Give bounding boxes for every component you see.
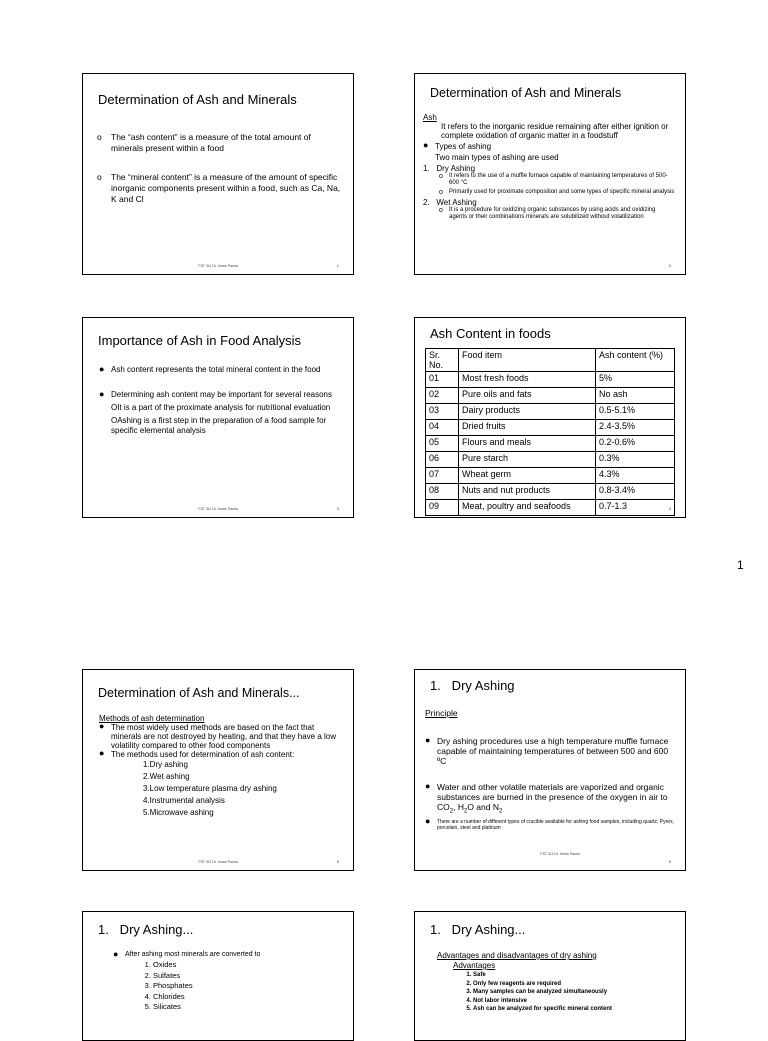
dry-ashing-item: 1. Dry Ashing bbox=[423, 164, 476, 173]
bullet-volatile-materials: ● Water and other volatile materials are vaporized and organic substances are burned in the presence of the oxygen in air to $CO_2$, $H_2O$ and $N_2$ bbox=[425, 782, 675, 817]
slide-7 bbox=[82, 911, 354, 1041]
table-row: 09 Meat, poultry and seafoods 0.7-1.3 bbox=[426, 500, 675, 516]
slide-8 bbox=[414, 911, 686, 1041]
list-item: 1.Dry ashing bbox=[143, 760, 188, 769]
slide-4 bbox=[414, 317, 686, 518]
slide-body bbox=[437, 951, 675, 1014]
page-number: 1 bbox=[737, 558, 744, 572]
bullet-methods-used: ● The methods used for determination of ash content: bbox=[99, 750, 343, 759]
slide-body bbox=[99, 714, 343, 819]
slide-1 bbox=[82, 73, 354, 275]
slide-number: 5 bbox=[336, 859, 339, 864]
bullet-after-ashing: ● After ashing most minerals are converted to bbox=[113, 950, 343, 960]
slide-title: 1. Dry Ashing bbox=[430, 678, 515, 693]
list-item: 4. Not labor intensive bbox=[473, 997, 675, 1006]
table-row: 06 Pure starch 0.3% bbox=[426, 452, 675, 468]
bullet-mineral-content: o The “mineral content” is a measure of the amount of specific inorganic components present within a food, such as Ca, Na, K and Cl bbox=[97, 172, 343, 205]
slide-5 bbox=[82, 669, 354, 871]
types-text: Two main types of ashing are used bbox=[435, 153, 559, 162]
bullet-total-mineral: ● Ash content represents the total mineral content in the food bbox=[99, 365, 343, 375]
bullet-high-temperature: ● Dry ashing procedures use a high temperature muffle furnace capable of maintaining temperatures of between 500 and 600 ºC bbox=[425, 736, 675, 766]
advantages-list bbox=[437, 971, 675, 1014]
list-item: 3. Many samples can be analyzed simultaneously bbox=[473, 988, 675, 997]
compound-list bbox=[113, 960, 343, 1013]
slide-body bbox=[423, 113, 675, 221]
table-row: 05 Flours and meals 0.2-0.6% bbox=[426, 436, 675, 452]
bullet-types: ● Types of ashing bbox=[423, 142, 675, 151]
list-item: 2.Wet ashing bbox=[143, 772, 190, 781]
slide-footer: FST 311 Dr. Imran Pasha bbox=[198, 507, 238, 511]
ash-heading: Ash bbox=[423, 113, 437, 122]
table-row: 01 Most fresh foods 5% bbox=[426, 372, 675, 388]
slide-number: 1 bbox=[336, 263, 339, 268]
slide-6 bbox=[414, 669, 686, 871]
header-sr: Sr. No. bbox=[426, 349, 459, 372]
header-food: Food item bbox=[459, 349, 596, 372]
ash-definition: It refers to the inorganic residue remaining after either ignition or complete oxidation of organic matter in a foodstuff bbox=[441, 122, 669, 140]
slide-title: 1. Dry Ashing... bbox=[430, 922, 526, 937]
list-item: 3.Low temperature plasma dry ashing bbox=[143, 784, 277, 793]
sub-first-step: OAshing is a first step in the preparation of a food sample for specific elemental analysis bbox=[111, 416, 327, 435]
slide-2 bbox=[414, 73, 686, 275]
ash-content-table bbox=[425, 348, 675, 516]
table-row: 08 Nuts and nut products 0.8-3.4% bbox=[426, 484, 675, 500]
table-header-row bbox=[426, 349, 675, 372]
bullet-minerals-not-destroyed: ● The most widely used methods are based on the fact that minerals are not destroyed by heating, and that they have a low volatility compared to other food components bbox=[99, 723, 343, 750]
list-item: 3. Phosphates bbox=[153, 981, 343, 992]
list-item: 1. Oxides bbox=[153, 960, 343, 971]
list-item: 2. Sulfates bbox=[153, 971, 343, 982]
header-ash: Ash content (%) bbox=[596, 349, 675, 372]
slide-footer: FST 311 Dr. Imran Pasha bbox=[540, 852, 580, 856]
table-row: 07 Wheat germ 4.3% bbox=[426, 468, 675, 484]
slide-footer: FST 311 Dr. Imran Pasha bbox=[198, 860, 238, 864]
slide-footer: FST 311 Dr. Imran Pasha bbox=[198, 264, 238, 268]
list-item: 5. Ash can be analyzed for specific mineral content bbox=[473, 1005, 675, 1014]
adv-disadv-heading: Advantages and disadvantages of dry ashing bbox=[437, 951, 597, 960]
advantages-heading: Advantages bbox=[453, 961, 496, 970]
dry-ashing-sub-1: o It refers to the use of a muffle furnace capable of maintaining temperatures of 500-600 °C bbox=[437, 173, 675, 187]
slide-number: 6 bbox=[668, 859, 671, 864]
table-row: 02 Pure oils and fats No ash bbox=[426, 388, 675, 404]
slide-body bbox=[97, 132, 343, 223]
methods-heading: Methods of ash determination bbox=[99, 714, 205, 723]
table-row: 04 Dried fruits 2.4-3.5% bbox=[426, 420, 675, 436]
list-item: 5. Silicates bbox=[153, 1002, 343, 1013]
slide-body bbox=[99, 365, 343, 436]
slide-title: Determination of Ash and Minerals... bbox=[98, 686, 300, 700]
slide-title: Determination of Ash and Minerals bbox=[430, 86, 622, 100]
slide-title: 1. Dry Ashing... bbox=[98, 922, 194, 937]
list-item: 4.Instrumental analysis bbox=[143, 796, 225, 805]
bullet-crucible: ● There are a number of different types of crucible available for ashing food samples, including quartz, Pyrex, porcelain, steel and platinum bbox=[425, 819, 675, 832]
slide-title: Ash Content in foods bbox=[430, 326, 551, 341]
wet-ashing-sub-1: o It is a procedure for oxidizing organic substances by using acids and oxidizing agents or their combinations minerals are solubilized without volatilization bbox=[437, 207, 675, 221]
list-item: 4. Chlorides bbox=[153, 992, 343, 1003]
table-row: 03 Dairy products 0.5-5.1% bbox=[426, 404, 675, 420]
slide-number: 2 bbox=[668, 263, 671, 268]
slide-number: 3 bbox=[336, 506, 339, 511]
wet-ashing-item: 2. Wet Ashing bbox=[423, 198, 477, 207]
list-item: 5.Microwave ashing bbox=[143, 808, 214, 817]
slide-title: Determination of Ash and Minerals bbox=[98, 92, 297, 107]
list-item: 2. Only few reagents are required bbox=[473, 980, 675, 989]
slide-body bbox=[425, 708, 675, 832]
methods-list bbox=[99, 759, 343, 819]
principle-heading: Principle bbox=[425, 708, 458, 718]
slide-3 bbox=[82, 317, 354, 518]
list-item: 1. Safe bbox=[473, 971, 675, 980]
bullet-ash-content: o The “ash content” is a measure of the total amount of minerals present within a food bbox=[97, 132, 343, 154]
slide-body bbox=[113, 950, 343, 1013]
slide-title: Importance of Ash in Food Analysis bbox=[98, 333, 302, 348]
sub-proximate: OIt is a part of the proximate analysis for nutritional evaluation bbox=[111, 403, 331, 412]
bullet-reasons: ● Determining ash content may be important for several reasons bbox=[99, 390, 343, 400]
slide-number: 4 bbox=[668, 506, 671, 511]
dry-ashing-sub-2: o Primarily used for proximate composition and some types of specific mineral analysis bbox=[437, 189, 675, 196]
